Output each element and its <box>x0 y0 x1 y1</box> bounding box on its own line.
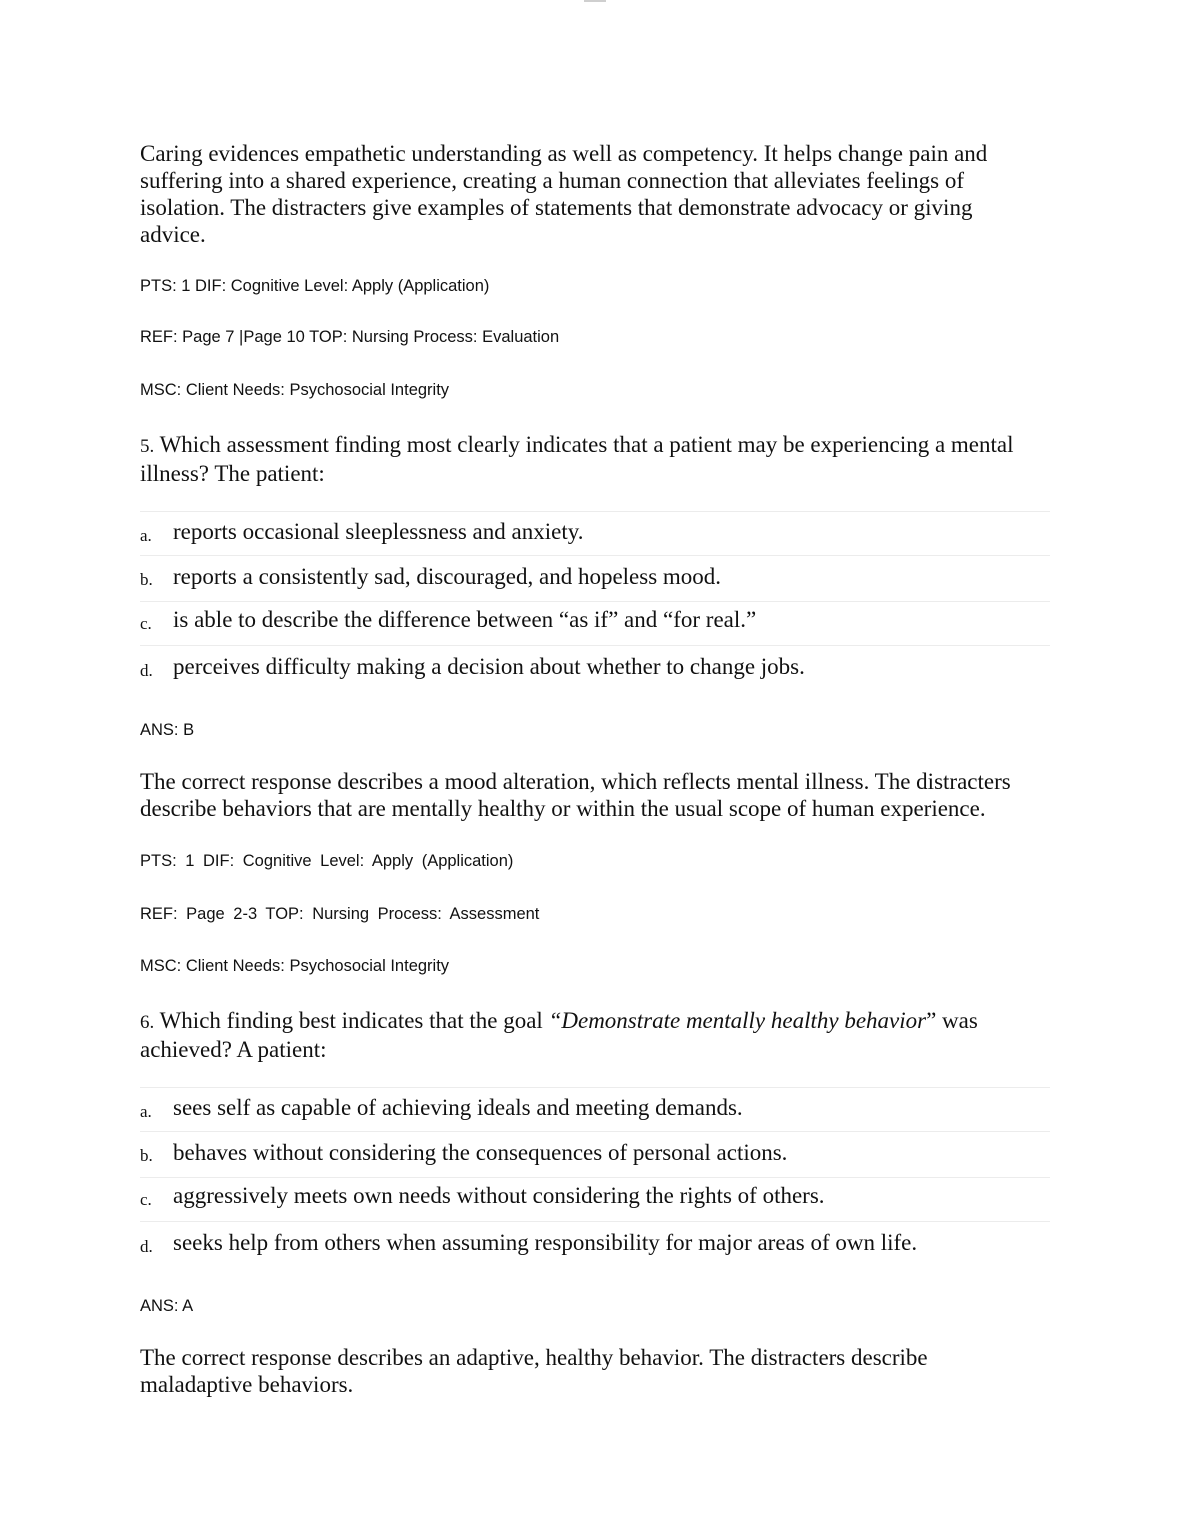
meta-msc-previous: MSC: Client Needs: Psychosocial Integrity <box>140 381 450 399</box>
answer-5: ANS: B <box>140 721 195 739</box>
choice-letter: d. <box>140 1237 153 1256</box>
choice-letter: c. <box>140 614 152 633</box>
page-header-mark <box>584 0 606 2</box>
choice-text: perceives difficulty making a decision about whether to change jobs. <box>173 654 805 679</box>
question-6-stem <box>140 1007 1040 1063</box>
choice-5c <box>140 602 1050 646</box>
choice-letter: b. <box>140 570 153 589</box>
choice-letter: a. <box>140 1102 152 1121</box>
question-5-number: 5. <box>140 436 155 457</box>
rationale-5: The correct response describes a mood alteration, which reflects mental illness. The distracters describe behaviors that are mentally healthy or within the usual scope of human experience. <box>140 769 1011 821</box>
choice-text: reports occasional sleeplessness and anxiety. <box>173 519 584 544</box>
choice-text: aggressively meets own needs without considering the rights of others. <box>173 1183 825 1208</box>
choice-text: is able to describe the difference between “as if” and “for real.” <box>173 607 757 632</box>
rationale-previous: Caring evidences empathetic understanding as well as competency. It helps change pain and suffering into a shared experience, creating a human connection that alleviates feelings of isolation. The distracters give examples of statements that demonstrate advocacy or giving advice. <box>140 141 988 247</box>
choice-5d <box>140 646 1050 692</box>
question-5-text: Which assessment finding most clearly indicates that a patient may be experiencing a mental illness? The patient: <box>140 432 1014 486</box>
meta-ref-previous: REF: Page 7 |Page 10 TOP: Nursing Process: Evaluation <box>140 328 560 346</box>
meta-pts-previous: PTS: 1 DIF: Cognitive Level: Apply (Application) <box>140 277 490 295</box>
choice-6c <box>140 1178 1050 1222</box>
rationale-6: The correct response describes an adaptive, healthy behavior. The distracters describe maladaptive behaviors. <box>140 1345 928 1397</box>
choice-text: seeks help from others when assuming responsibility for major areas of own life. <box>173 1230 918 1255</box>
choice-letter: d. <box>140 661 153 680</box>
choice-letter: c. <box>140 1190 152 1209</box>
choice-6d <box>140 1222 1050 1268</box>
choice-text: sees self as capable of achieving ideals and meeting demands. <box>173 1095 743 1120</box>
meta-msc-5: MSC: Client Needs: Psychosocial Integrity <box>140 957 450 975</box>
question-6-choices <box>140 1087 1050 1268</box>
question-6-goal-quote: “Demonstrate mentally healthy behavior <box>548 1008 927 1033</box>
choice-6a <box>140 1088 1050 1132</box>
choice-5b <box>140 556 1050 602</box>
meta-ref-5: REF: Page 2-3 TOP: Nursing Process: Assessment <box>140 905 540 923</box>
question-5-stem <box>140 431 1040 487</box>
choice-text: behaves without considering the consequences of personal actions. <box>173 1140 788 1165</box>
answer-6: ANS: A <box>140 1297 194 1315</box>
question-5-choices <box>140 511 1050 692</box>
question-6-text-after: ” was achieved? A patient: <box>140 1008 978 1062</box>
choice-letter: a. <box>140 526 152 545</box>
choice-letter: b. <box>140 1146 153 1165</box>
choice-6b <box>140 1132 1050 1178</box>
choice-5a <box>140 512 1050 556</box>
question-6-text-before: Which finding best indicates that the goal <box>159 1008 549 1033</box>
question-6-number: 6. <box>140 1012 155 1033</box>
meta-pts-5: PTS: 1 DIF: Cognitive Level: Apply (Application) <box>140 852 514 870</box>
choice-text: reports a consistently sad, discouraged, and hopeless mood. <box>173 564 722 589</box>
